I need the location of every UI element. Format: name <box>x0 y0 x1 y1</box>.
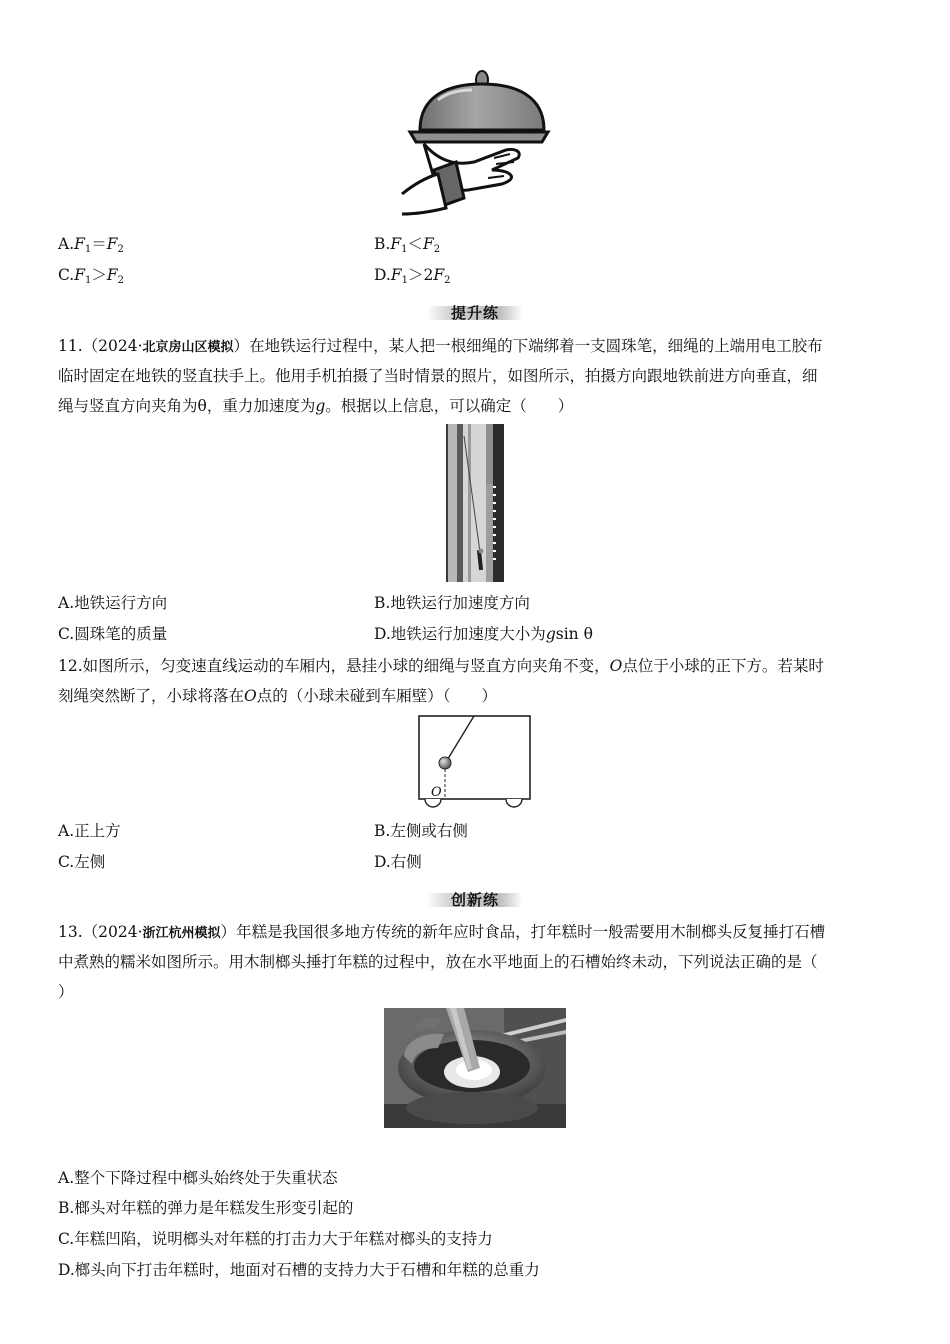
wheel-left <box>425 799 441 807</box>
q11-stem-line2: 临时固定在地铁的竖直扶手上。他用手机拍摄了当时情景的照片，如图所示，拍摄方向跟地铁前进方向垂直，细 <box>58 367 818 385</box>
q13-stem-line2: 中煮熟的糯米如图所示。用木制榔头捶打年糕的过程中，放在水平地面上的石槽始终未动，下列说法正确的是（ <box>58 953 818 971</box>
q11-stem-line3: 绳与竖直方向夹角为θ，重力加速度为g。根据以上信息，可以确定（ ） <box>58 397 574 415</box>
section-title: 创新练 <box>450 891 499 909</box>
q13-source: 浙江杭州模拟 <box>142 926 221 941</box>
q12-option-a: A.正上方 <box>58 822 121 840</box>
q11-source: 北京房山区模拟 <box>142 340 234 355</box>
section-title: 提升练 <box>450 304 499 322</box>
tray-hand-figure <box>398 66 552 216</box>
carriage-diagram <box>414 714 536 810</box>
q10-option-a: $A.F_1=F_2$ <box>58 235 124 255</box>
q11-option-b: B.地铁运行加速度方向 <box>374 594 530 612</box>
q12-option-d: D.右侧 <box>374 853 422 871</box>
q13-option-b: B.榔头对年糕的弹力是年糕发生形变引起的 <box>58 1199 354 1217</box>
q13-option-c: C.年糕凹陷，说明榔头对年糕的打击力大于年糕对榔头的支持力 <box>58 1230 493 1248</box>
q12-stem-line2: 刻绳突然断了，小球将落在O点的（小球未碰到车厢壁）（ ） <box>58 687 497 705</box>
subway-handrail-photo <box>446 424 504 582</box>
rice-cake-photo <box>384 1008 566 1128</box>
q13-option-d: D.榔头向下打击年糕时，地面对石槽的支持力大于石槽和年糕的总重力 <box>58 1261 540 1279</box>
wheel-right <box>506 799 522 807</box>
q12-stem-line1: 12.如图所示，匀变速直线运动的车厢内，悬挂小球的细绳与竖直方向夹角不变，O点位于小球的正下方。若某时 <box>58 657 824 675</box>
q12-option-c: C.左侧 <box>58 853 106 871</box>
point-o-label: O <box>431 785 442 800</box>
q13-stem-line3: ） <box>58 983 74 1001</box>
ball <box>439 757 451 769</box>
q11-option-a: A.地铁运行方向 <box>58 594 168 612</box>
q11-option-c: C.圆珠笔的质量 <box>58 625 168 643</box>
q11-option-d: D.地铁运行加速度大小为gsin θ <box>374 625 593 643</box>
q11-stem-line1: 11.（2024·北京房山区模拟）在地铁运行过程中，某人把一根细绳的下端绑着一支圆珠笔，细绳的上端用电工胶布 <box>58 337 823 355</box>
q13-option-a: A.整个下降过程中榔头始终处于失重状态 <box>58 1169 338 1187</box>
q10-option-d: $D.F_1>2F_2$ <box>374 266 451 286</box>
section-banner-improve <box>427 302 523 324</box>
section-banner-innovate <box>427 889 523 911</box>
q10-option-c: $C.F_1>F_2$ <box>58 266 125 286</box>
q10-option-b: $B.F_1<F_2$ <box>374 235 441 255</box>
q13-stem-line1: 13.（2024·浙江杭州模拟）年糕是我国很多地方传统的新年应时食品，打年糕时一般需要用木制榔头反复捶打石槽 <box>58 923 826 941</box>
q12-option-b: B.左侧或右侧 <box>374 822 468 840</box>
